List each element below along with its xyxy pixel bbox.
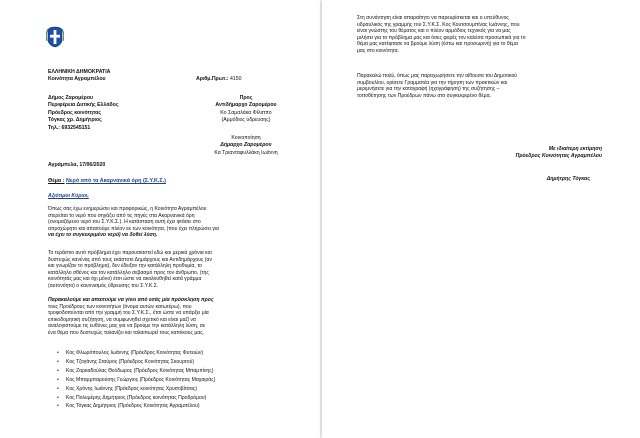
list-item: • Κος Ζαρκαδούλας Θεόδωρος (Πρόεδρος Κοινότητας Μπαμπίνης)	[66, 367, 215, 376]
place-date: Αγράμπελα, 17/06/2020	[48, 162, 106, 168]
list-item: • Κος Τόγκας Δημήτριος (Πρόεδρος Κοινότητας Αγραμπέλου)	[66, 402, 215, 411]
protocol-value: 4150	[229, 76, 242, 82]
list-item: • Κος Πολυμέρης Δημήτριος (Πρόεδρος κοινότητας Προδρόμου)	[66, 394, 215, 403]
paragraph-request-room: Παρακαλώ πολύ, όπως μας παραχωρήσετε την αίθουσα του Δημοτικού συμβουλίου, ορίσετε Γραμματέα για την τήρηση των πρακτικών και μεριμνήσετε για την καταγραφή (ηχογράφηση) της συζήτησης – τοποθέτησης των Προέδρων πάνω στο συγκεκριμένο θέμα.	[357, 73, 518, 99]
community-presidents-list	[54, 349, 215, 411]
subject-text: Νερό από τα Ακαρνανικά όρη (Σ.Υ.Κ.Σ.)	[66, 178, 166, 184]
list-item: • Κος Χρόνης Ιωάννης (Πρόεδρος κοινότητας Χρυσοβίτσας)	[66, 385, 215, 394]
list-item: • Κος Φλωρόπουλος Ιωάννης (Πρόεδρος Κοινότητας Φυτειών)	[66, 349, 215, 358]
protocol-number	[196, 76, 242, 82]
signature-name: Δημήτρης Τόγκας	[546, 176, 590, 182]
subject-label: Θέμα :	[48, 178, 65, 184]
community-name: Κοινότητα Αγραμπέλου	[48, 76, 106, 82]
cc-label: Κοινοποίηση	[231, 135, 261, 141]
paragraph-2: Το τεράστιο αυτό πρόβλημα έχει παρουσιαστεί εδώ και μερικά χρόνια και δυστυχώς κανένας από τους εκάστοτε Δημάρχους και Αντιδημάρχους (αν και γνωρίζαν το πρόβλημα), δεν έδειξαν την κατάλληλη προθυμία, το κατάλληλο σθένος και τον κατάλληλο σεβασμό προς τον άνθρωπο, (της κοινότητάς μας και όχι μόνο) έτσι ώστε να ακολουθηθεί κατά γράμμα (αυτονόητο) ο κανονισμός ύδρευσης του Σ.Υ.Κ.Σ.	[48, 250, 213, 289]
recipient-label: Προς	[239, 95, 253, 101]
closing-block: Με ιδιαίτερη εκτίμηση Πρόεδρος Κοινότητας Αγραμπέλου	[515, 146, 602, 160]
list-item: • Κος Τζογάνης Σταύρος (Πρόεδρος Κοινότητας Σκουρτού)	[66, 358, 215, 367]
greeting: Αξιότιμοι Κύριοι,	[48, 193, 89, 199]
paragraph-3: Παρακαλούμε και απαιτούμε να γίνει από εσάς μία πρόσκληση προς τους Προέδρους των κοινοτήτων (όνομα αυτών κατωτέρω), που τροφοδοτούνται από την γραμμή του Σ.Υ.Κ.Σ., έτσι ώστε να υπάρξει μία επικοδομητική συζήτηση, να συμφωνηθεί σχετικό και είναι μαζί να αναλογιστούμε τις ευθύνες μας για να βρούμε την κατάλληλη λύση, σε ένα θέμα που δυστυχώς ταλανίζει και ταλαιπωρεί τους κατοίκους μας.	[48, 297, 214, 336]
letter-page-2	[322, 0, 640, 438]
paragraph-1: Όπως σας έχω ενημερώσει και προφορικώς, η Κοινότητα Αγραμπέλου στερείται το νερό που σηγάζει από τις πηγές στα Ακαρνανικά όρη (ονομαζόμενο νερό του Σ.Υ.Κ.Σ.). Η κατάσταση αυτή έχει φτάσει στο απροχώρητο και απαιτούμε πλέον εκ των κοινότητα, (που έχει πληρώσει για να έχει το συγκεκριμένο νερό) να δοθεί λύση.	[48, 206, 219, 239]
paragraph-meeting-plumber: Στη συνάντηση είναι απαραίτητο να παρευρίσκεται και ο υπεύθυνος υδραυλικός της γραμμής του Σ.Υ.Κ.Σ. Κος Κουτσουμπίνας Ιωάννης, που είναι γνώστης του θέματος και ο πλέον αρμόδιος τεχνικός για να μας μιλήσει για το πρόβλημα μας και όσες φορές τον καλέσα προσωπικά για το θέμα μας κατέφτασε να βρούμε λύση (έστω και προσωρινή) για το θέμα μας στο κοινότητα.	[357, 15, 526, 54]
country-name: ΕΛΛΗΝΙΚΗ ΔΗΜΟΚΡΑΤΙΑ	[48, 69, 111, 75]
list-item: • Κος Μπαρμπαρούσης Γεώργιος (Πρόεδρος Κοινότητας Μαχαιράς)	[66, 376, 215, 385]
greek-emblem-icon	[46, 26, 64, 48]
cc-block: Κοινοποίηση Δήμαρχο Ζαρομέρου Κα Τριανταφυλλάκη Ιωάννη	[196, 135, 296, 157]
recipient-block: Προς Αντιδήμαρχο Ζαρομέρου Κο Σαμαλάκα Φίλιππο (Αρμόδιος ύδρευσης)	[196, 95, 296, 125]
protocol-label: Αριθμ.Πρωτ.:	[196, 76, 229, 82]
sender-block: Δήμος Ζαρομέρου Περιφέρεια Δυτικής Ελλάδος Πρόεδρος κοινότητας Τόγκας χρ. Δημήτριος Τηλ.: 6932545151	[48, 95, 119, 131]
subject-line	[48, 178, 166, 184]
